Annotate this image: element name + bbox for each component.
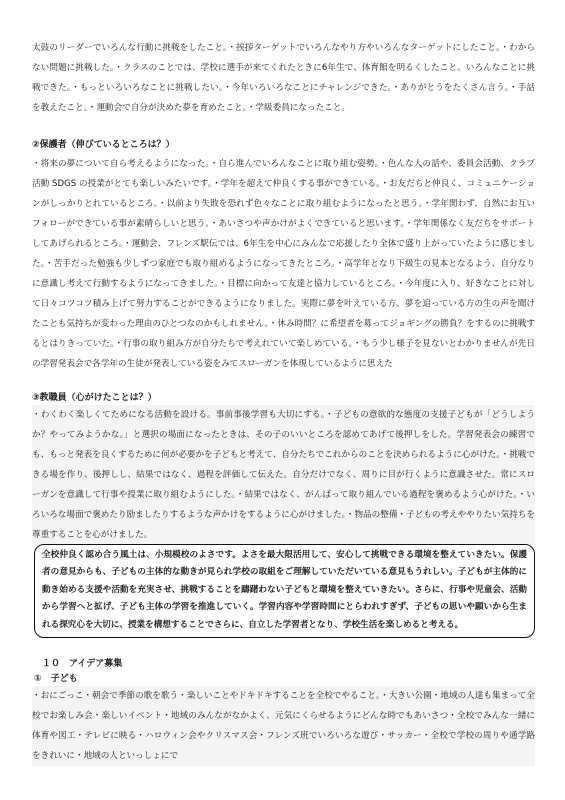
guardians-heading: ②保護者（伸びているところは？） (32, 140, 175, 150)
ideas-section-heading: １０ アイデア募集 (42, 659, 123, 669)
staff-comments: ・わくわく楽しくてためになる活動を設ける。事前事後学習も大切にする。・子どもの意欲的な態度の支援子どもが「どうしようか？やってみようかな。」と選択の場面になったときは、その子のいいところを認めてあげて後押しをした。学習発表会の練習でも、もっと発表を良くするために何が必要かを子どもと考えて、自分たちでこれからのことを決められるように心がけた。・挑戦できる場を作り、後押しし、結果ではなく、過程を評価して伝えた。自分だけでなく、周りに目が行くように意識させた。常にスローガンを意識して行事や授業に取り組むようにした。・結果ではなく、がんばって取り組んでいる過程を褒めるよう心がけた。・いろいろな場面で褒めたり励ましたりするような声かけをするように心がけました。・物品の整備・子どもの考えややりたい気持ちを尊重することを心がけました。 (32, 405, 535, 545)
ideas-children-text: ・おにごっこ・朝会で季節の歌を歌う・楽しいことやドキドキすることを全校でやること。・大きい公園・地域の人達も集まって全校でお楽しみ会・楽しいイベント・地域のみんながなかよく、元気にくらせるようにどんな時でもあいさつ・全校でみんな一緒に体育や図工・テレビに映る・ハロウィン会やクリスマス会・フレンズ班でいろいろな遊び・サッカー・全校で学校の周りや通学路をきれいに・地域の人といっしょにで (32, 686, 535, 766)
guardians-comments: ・将来の夢について自ら考えるようになった。・自ら進んでいろんなことに取り組む姿勢。・色んな人の話や、委員会活動、クラブ活動 SDGS の授業がとても楽しいみたいです。・学年を超えて仲良くする事ができている。・お友だちと仲良く、コミュニケーションがしっかりとれているところ。・以前より失敗を恐れず色々なことに取り組むようになったと思う。・学年関わず、自然にお互いフォローができている事が素晴らしいと思う。・あいさつや声かけがよくできていると思います。・学年関係なく友だちをサポートしてあげられるところ。・運動会、フレンズ駅伝では、6年生を中心にみんなで応援したり全体で盛り上がっていたように感じました。・苦手だった勉強も少しずつ家庭でも取り組めるようになってきたところ。・高学年となり下級生の見本となるよう、自分なりに意識し考えて行動するようになってきました。・目標に向かって友達と協力しているところ。・今年度に入り、好きなことに対して日々コツコツ積み上げて努力することができるようになりました。実際に夢を叶えている方、夢を追っている方の生の声を聞けたことも気持ちが変わった理由のひとつなのかもしれません。・休み時間？に希望者を募ってジョギングの勝負？をするのに挑戦するとはりきっていた。・行事の取り組み方が自分たちで考えれていて楽しめている。・もう少し様子を見ないとわかりませんが先日の学習発表会で各学年の生徒が発表している姿をみてスローガンを体現しているように思えた (32, 159, 535, 369)
children-reflection-continued: 太鼓のリーダーでいろんな行動に挑戦をしたこと。・挨拶ターゲットでいろんなやり方やいろんなターゲットにしたこと。・わからない問題に挑戦した。・クラスのことでは、学校に選手が来てくれたときに6年生で、体育館を明るくしたこと。いろんなことに挑戦できた。・もっといろいろなことに挑戦したい。・今年いろいろなことにチャレンジできた。・ありがとうをたくさん言う。・手話を教えたこと。・運動会で自分が決めた夢を育めたこと。・学級委員になったこと。 (32, 43, 535, 113)
staff-heading: ③教職員（心がけたことは？） (32, 393, 157, 403)
summary-box (34, 544, 535, 638)
document-page (32, 0, 535, 800)
ideas-children-heading: ① 子ども (34, 674, 78, 684)
summary-text: 全校仲良く認め合う風土は、小規模校のよさです。よさを最大限活用して、安心して挑戦できる環境を整えていきたい。保護者の意見からも、子どもの主体的な動きが見られ学校の取組をご理解していただいている意見もうれしい。子どもが主体的に動き始める支援や活動を充実させ、挑戦することを躊躇わない子どもと環境を整えていきたい。さらに、行事や児童会、活動から学習へと拡げ、子ども主体の学習を推進していく。学習内容や学習時間にとらわれすぎず、子どもの思いや願いから生まれる探究心を大切に、授業を構想することでさらに、自立した学習者となり、学校生活を楽しめると考える。 (42, 550, 527, 630)
